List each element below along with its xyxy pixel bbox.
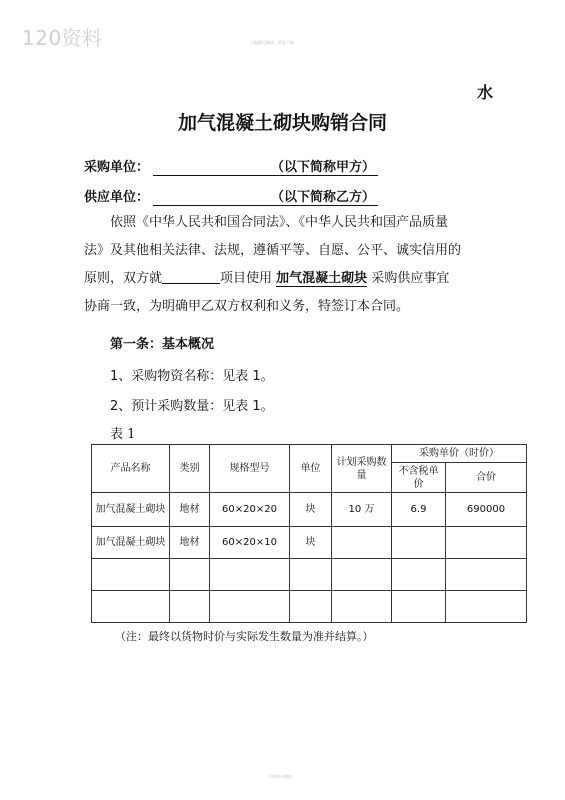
header-category: 类别: [170, 445, 210, 493]
intro-product: 加气混凝土砌块: [276, 271, 368, 286]
cell-unit-price: [392, 527, 446, 559]
cell-unit: 块: [290, 527, 332, 559]
intro-line-3c: 采购供应事宜: [371, 271, 450, 286]
supplier-blank[interactable]: [153, 191, 271, 206]
table-label: 表 1: [110, 427, 136, 442]
cell-qty: [332, 591, 392, 623]
intro-line-2: 法》及其他相关法律、法规，遵循平等、自愿、公平、诚实信用的: [84, 243, 462, 258]
buyer-blank[interactable]: [153, 161, 271, 176]
header-qty: 计划采购数量: [332, 445, 392, 493]
cell-category: [170, 559, 210, 591]
cell-qty: [332, 527, 392, 559]
cell-total: [446, 527, 527, 559]
corner-character: 水: [476, 83, 493, 102]
section1-heading: 第一条：基本概况: [110, 337, 215, 352]
cell-unit: 块: [290, 493, 332, 527]
cell-product: [92, 591, 170, 623]
supplier-label: 供应单位：: [84, 190, 150, 205]
cell-product: 加气混凝土砌块: [92, 527, 170, 559]
supplier-note: （以下简称乙方）: [271, 190, 378, 206]
intro-line-1: 依照《中华人民共和国合同法》、《中华人民共和国产品质量: [110, 215, 449, 230]
cell-unit: [290, 559, 332, 591]
footnote: （注：最终以货物时价与实际发生数量为准并结算。）: [115, 630, 374, 643]
intro-line-3a: 原则，双方就: [84, 271, 163, 286]
cell-qty: 10 万: [332, 493, 392, 527]
cell-qty: [332, 559, 392, 591]
intro-line-4: 协商一致，为明确甲乙双方权利和义务，特签订本合同。: [84, 299, 410, 314]
table-row: [92, 559, 527, 591]
table-header-row: [92, 445, 527, 463]
header-unit: 单位: [290, 445, 332, 493]
cell-total: [446, 559, 527, 591]
cell-unit-price: [392, 559, 446, 591]
project-blank[interactable]: [162, 270, 220, 284]
cell-unit: [290, 591, 332, 623]
section1-item-2: 2、预计采购数量：见表 1。: [110, 399, 274, 414]
cell-model: [210, 559, 290, 591]
cell-unit-price: 6.9: [392, 493, 446, 527]
table-row: [92, 527, 527, 559]
cell-category: [170, 591, 210, 623]
buyer-label: 采购单位：: [84, 160, 150, 175]
cell-model: 60×20×10: [210, 527, 290, 559]
header-unit-price: 不含税单价: [392, 463, 446, 493]
header-price-group: 采购单价（时价）: [392, 445, 527, 463]
document-title: 加气混凝土砌块购销合同: [177, 112, 387, 134]
table-row: [92, 591, 527, 623]
cell-total: [446, 591, 527, 623]
cell-model: [210, 591, 290, 623]
header-total: 合价: [446, 463, 527, 493]
supplier-line: [84, 186, 378, 206]
intro-paragraph: [84, 209, 494, 321]
section1-item-1: 1、采购物资名称：见表 1。: [110, 369, 274, 384]
intro-line-3b: 项目使用: [220, 271, 273, 286]
header-hint: 可编辑可修改，欢迎下载: [250, 40, 294, 45]
cell-category: 地材: [170, 493, 210, 527]
cell-unit-price: [392, 591, 446, 623]
spec-table: [91, 444, 527, 623]
intro-line-3: [84, 265, 494, 293]
header-model: 规格型号: [210, 445, 290, 493]
cell-category: 地材: [170, 527, 210, 559]
buyer-line: [84, 156, 378, 176]
header-product: 产品名称: [92, 445, 170, 493]
watermark-logo: 120资料: [22, 26, 103, 50]
cell-model: 60×20×20: [210, 493, 290, 527]
cell-total: 690000: [446, 493, 527, 527]
cell-product: [92, 559, 170, 591]
table-row: [92, 493, 527, 527]
footer-hint: 合同协议模板: [268, 774, 292, 779]
cell-product: 加气混凝土砌块: [92, 493, 170, 527]
buyer-note: （以下简称甲方）: [271, 160, 378, 176]
